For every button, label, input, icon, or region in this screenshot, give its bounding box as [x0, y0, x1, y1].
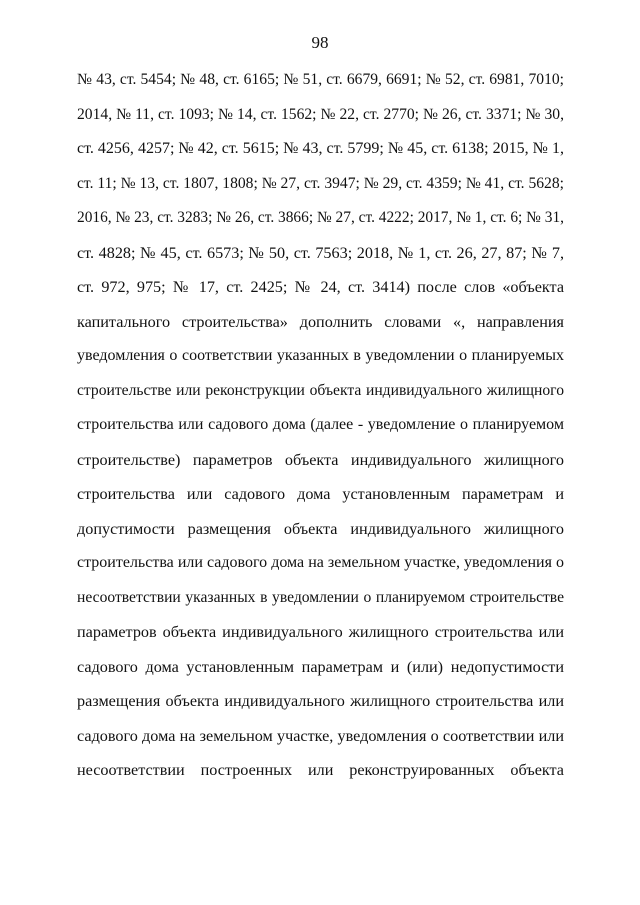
text-line-5: 2016, № 23, ст. 3283; № 26, ст. 3866; № 27, ст. 4222; 2017, № 1, ст. 6; № 31,: [77, 209, 564, 226]
text-line-11: строительства или садового дома (далее - уведомление о планируемом: [77, 416, 564, 433]
text-line-17: параметров объекта индивидуального жилищного строительства или: [77, 623, 564, 641]
text-line-1: № 43, ст. 5454; № 48, ст. 6165; № 51, ст. 6679, 6691; № 52, ст. 6981, 7010;: [77, 71, 564, 88]
text-line-12: строительстве) параметров объекта индивидуального жилищного: [77, 450, 564, 469]
text-line-7: ст. 972, 975; № 17, ст. 2425; № 24, ст. 3414) после слов «объекта: [77, 278, 564, 296]
page-number: 98: [311, 33, 329, 52]
text-line-19: размещения объекта индивидуального жилищного строительства или: [77, 692, 564, 710]
text-line-3: ст. 4256, 4257; № 42, ст. 5615; № 43, ст. 5799; № 45, ст. 6138; 2015, № 1,: [77, 140, 564, 157]
text-line-14: допустимости размещения объекта индивидуального жилищного: [77, 519, 564, 538]
text-line-16: несоответствии указанных в уведомлении о планируемом строительстве: [77, 588, 564, 606]
text-line-21: несоответствии построенных или реконструированных объекта: [77, 761, 564, 779]
text-line-8: капитального строительства» дополнить словами «, направления: [77, 312, 564, 331]
text-line-9: уведомления о соответствии указанных в уведомлении о планируемых: [77, 347, 564, 364]
text-line-20: садового дома на земельном участке, уведомления о соответствии или: [77, 726, 564, 745]
text-line-6: ст. 4828; № 45, ст. 6573; № 50, ст. 7563; 2018, № 1, ст. 26, 27, 87; № 7,: [77, 243, 564, 262]
text-line-15: строительства или садового дома на земельном участке, уведомления о: [77, 554, 564, 571]
text-line-10: строительстве или реконструкции объекта индивидуального жилищного: [77, 381, 564, 399]
body-text: [77, 67, 564, 792]
text-line-2: 2014, № 11, ст. 1093; № 14, ст. 1562; № 22, ст. 2770; № 26, ст. 3371; № 30,: [77, 105, 564, 123]
text-line-4: ст. 11; № 13, ст. 1807, 1808; № 27, ст. 3947; № 29, ст. 4359; № 41, ст. 5628;: [77, 174, 564, 192]
text-line-18: садового дома установленным параметрам и (или) недопустимости: [77, 657, 564, 676]
text-line-13: строительства или садового дома установленным параметрам и: [77, 485, 564, 503]
